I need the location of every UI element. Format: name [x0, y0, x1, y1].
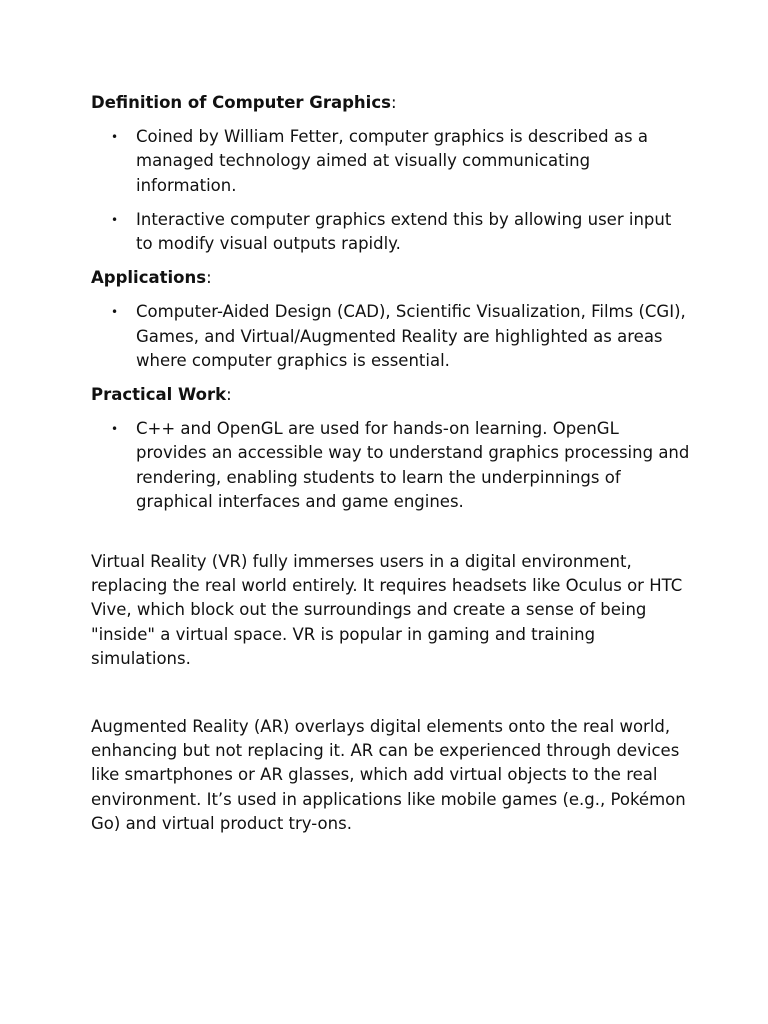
list-item-text: Interactive computer graphics extend this by allowing user input to modify visual outputs rapidly. — [136, 209, 672, 254]
heading-colon: : — [206, 268, 212, 288]
bullet-list — [91, 125, 691, 256]
bullet-icon: • — [111, 212, 119, 227]
list-item-text: Computer-Aided Design (CAD), Scientific Visualization, Films (CGI), Games, and Virtual/Augmented Reality are highlighted as areas where computer graphics is essential. — [136, 302, 686, 370]
paragraph-augmented-reality: Augmented Reality (AR) overlays digital elements onto the real world, enhancing but not replacing it. AR can be experienced through devices like smartphones or AR glasses, which add virtual objects to the real environment. It’s used in applications like mobile games (e.g., Pokémon Go) and virtual product try-ons. — [91, 717, 686, 833]
list-item — [91, 208, 691, 256]
bullet-list — [91, 417, 691, 514]
heading-text: Applications — [91, 268, 207, 288]
section-definition — [91, 91, 691, 256]
section-heading — [91, 383, 691, 407]
section-heading — [91, 266, 691, 290]
paragraph-virtual-reality: Virtual Reality (VR) fully immerses users in a digital environment, replacing the real world entirely. It requires headsets like Oculus or HTC Vive, which block out the surroundings and create a sense of being "inside" a virtual space. VR is popular in gaming and training simulations. — [91, 552, 683, 668]
document-page — [91, 91, 691, 836]
heading-text: Practical Work — [91, 385, 227, 405]
heading-text: Definition of Computer Graphics — [91, 93, 391, 112]
list-item-text: C++ and OpenGL are used for hands-on learning. OpenGL provides an accessible way to understand graphics processing and rendering, enabling students to learn the underpinnings of graphical interfaces and game engines. — [136, 419, 690, 511]
section-heading — [91, 91, 691, 115]
heading-colon: : — [226, 385, 232, 405]
heading-colon: : — [390, 93, 397, 112]
bullet-list — [91, 300, 691, 373]
list-item — [91, 300, 691, 373]
list-item — [91, 417, 691, 514]
bullet-icon: • — [111, 305, 119, 320]
list-item-text: Coined by William Fetter, computer graphics is described as a managed technology aimed at visually communicating information. — [136, 127, 648, 195]
section-applications — [91, 266, 691, 373]
list-item — [91, 125, 691, 198]
bullet-icon: • — [111, 130, 119, 145]
bullet-icon: • — [111, 422, 119, 437]
section-practical-work — [91, 383, 691, 514]
